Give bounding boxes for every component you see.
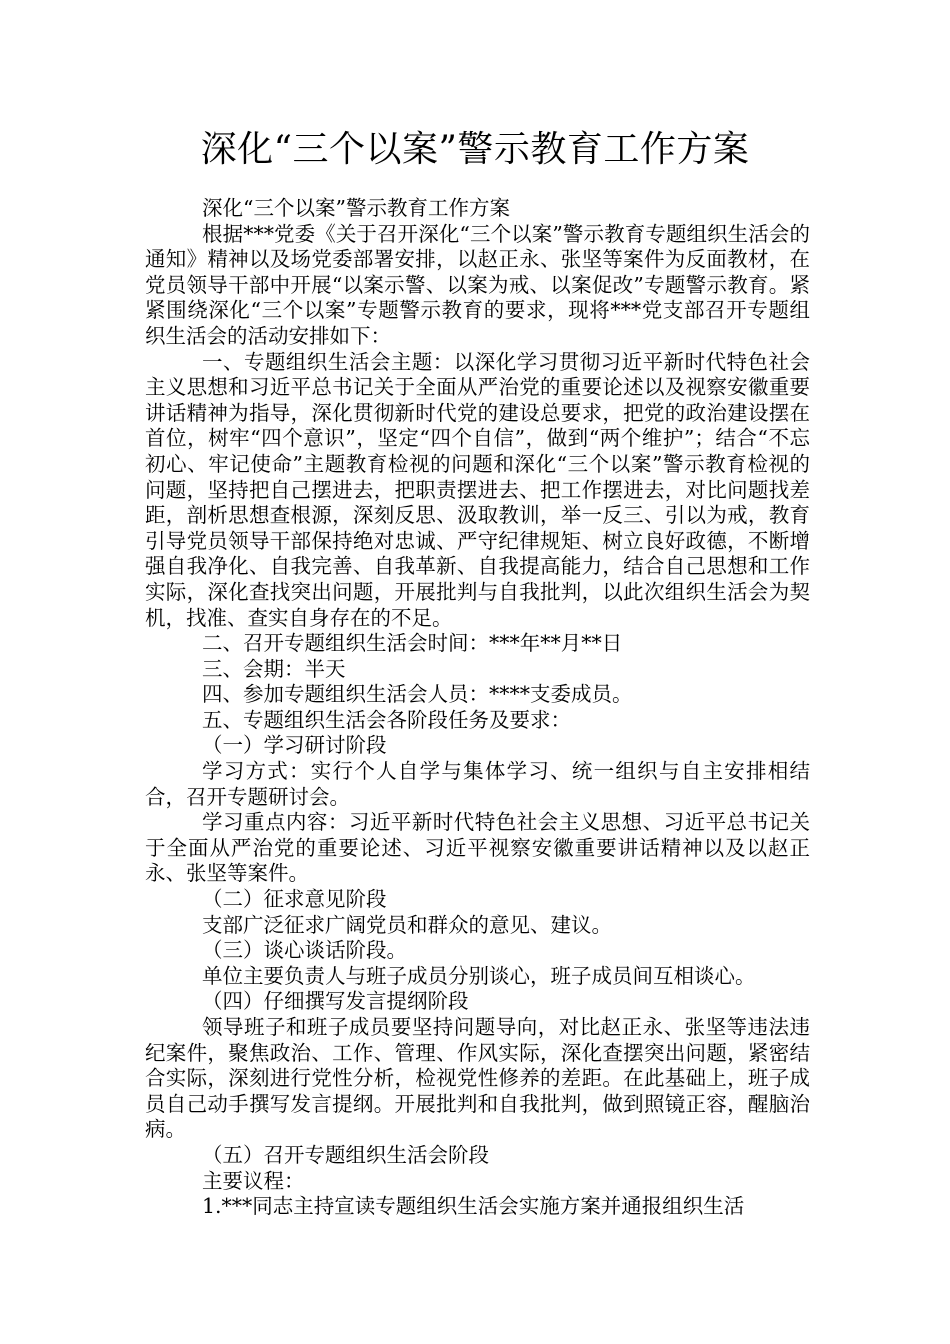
paragraph-section-1-theme: 一、专题组织生活会主题：以深化学习贯彻习近平新时代特色社会主义思想和习近平总书记关于全面从严治党的重要论述以及视察安徽重要讲话精神为指导，深化贯彻新时代党的建设总要求，把党的政治建设摆在首位，树牢“四个意识”，坚定“四个自信”，做到“两个维护”；结合“不忘初心、牢记使命”主题教育检视的问题和深化“三个以案”警示教育检视的问题，坚持把自己摆进去，把职责摆进去、把工作摆进去，对比问题找差距，剖析思想查根源，深刻反思、汲取教训，举一反三、引以为戒，教育引导党员领导干部保持绝对忠诚、严守纪律规矩、树立良好政德，不断增强自我净化、自我完善、自我革新、自我提高能力，结合自己思想和工作实际，深化查找突出问题，开展批判与自我批判，以此次组织生活会为契机，找准、查实自身存在的不足。 [145,349,810,630]
paragraph-stage-3-heading: （三）谈心谈话阶段。 [202,938,407,963]
paragraph-section-2-time: 二、召开专题组织生活会时间：***年**月**日 [202,631,623,656]
paragraph-stage-4-body: 领导班子和班子成员要坚持问题导向，对比赵正永、张坚等违法违纪案件，聚焦政治、工作、管理、作风实际，深化查摆突出问题，紧密结合实际，深刻进行党性分析，检视党性修养的差距。在此基础上，班子成员自己动手撰写发言提纲。开展批判和自我批判，做到照镜正容，醒脑治病。 [145,1015,810,1142]
paragraph-section-3-duration: 三、会期：半天 [202,656,346,681]
document-title: 深化“三个以案”警示教育工作方案 [200,129,750,170]
paragraph-stage-3-body: 单位主要负责人与班子成员分别谈心，班子成员间互相谈心。 [202,963,756,988]
paragraph-study-content: 学习重点内容：习近平新时代特色社会主义思想、习近平总书记关于全面从严治党的重要论述、习近平视察安徽重要讲话精神以及以赵正永、张坚等案件。 [145,810,810,886]
paragraph-stage-4-heading: （四）仔细撰写发言提纲阶段 [202,989,469,1014]
document-body [145,196,810,1220]
paragraph-agenda-heading: 主要议程： [202,1168,305,1193]
paragraph-section-4-attendees: 四、参加专题组织生活会人员：****支委成员。 [202,682,633,707]
paragraph-study-method: 学习方式：实行个人自学与集体学习、统一组织与自主安排相结合，召开专题研讨会。 [145,759,810,809]
paragraph-stage-2-body: 支部广泛征求广阔党员和群众的意见、建议。 [202,912,612,937]
paragraph-stage-5-heading: （五）召开专题组织生活会阶段 [202,1142,489,1167]
paragraph-section-5-tasks: 五、专题组织生活会各阶段任务及要求： [202,707,571,732]
paragraph-stage-1-heading: （一）学习研讨阶段 [202,733,387,758]
paragraph-agenda-item-1: 1.***同志主持宣读专题组织生活会实施方案并通报组织生活 [202,1194,745,1219]
paragraph-stage-2-heading: （二）征求意见阶段 [202,887,387,912]
paragraph-intro: 根据***党委《关于召开深化“三个以案”警示教育专题组织生活会的通知》精神以及场党委部署安排，以赵正永、张坚等案件为反面教材，在党员领导干部中开展“以案示警、以案为戒、以案促改”专题警示教育。紧紧围绕深化“三个以案”专题警示教育的要求，现将***党支部召开专题组织生活会的活动安排如下： [145,221,810,348]
paragraph-subtitle: 深化“三个以案”警示教育工作方案 [202,196,510,220]
